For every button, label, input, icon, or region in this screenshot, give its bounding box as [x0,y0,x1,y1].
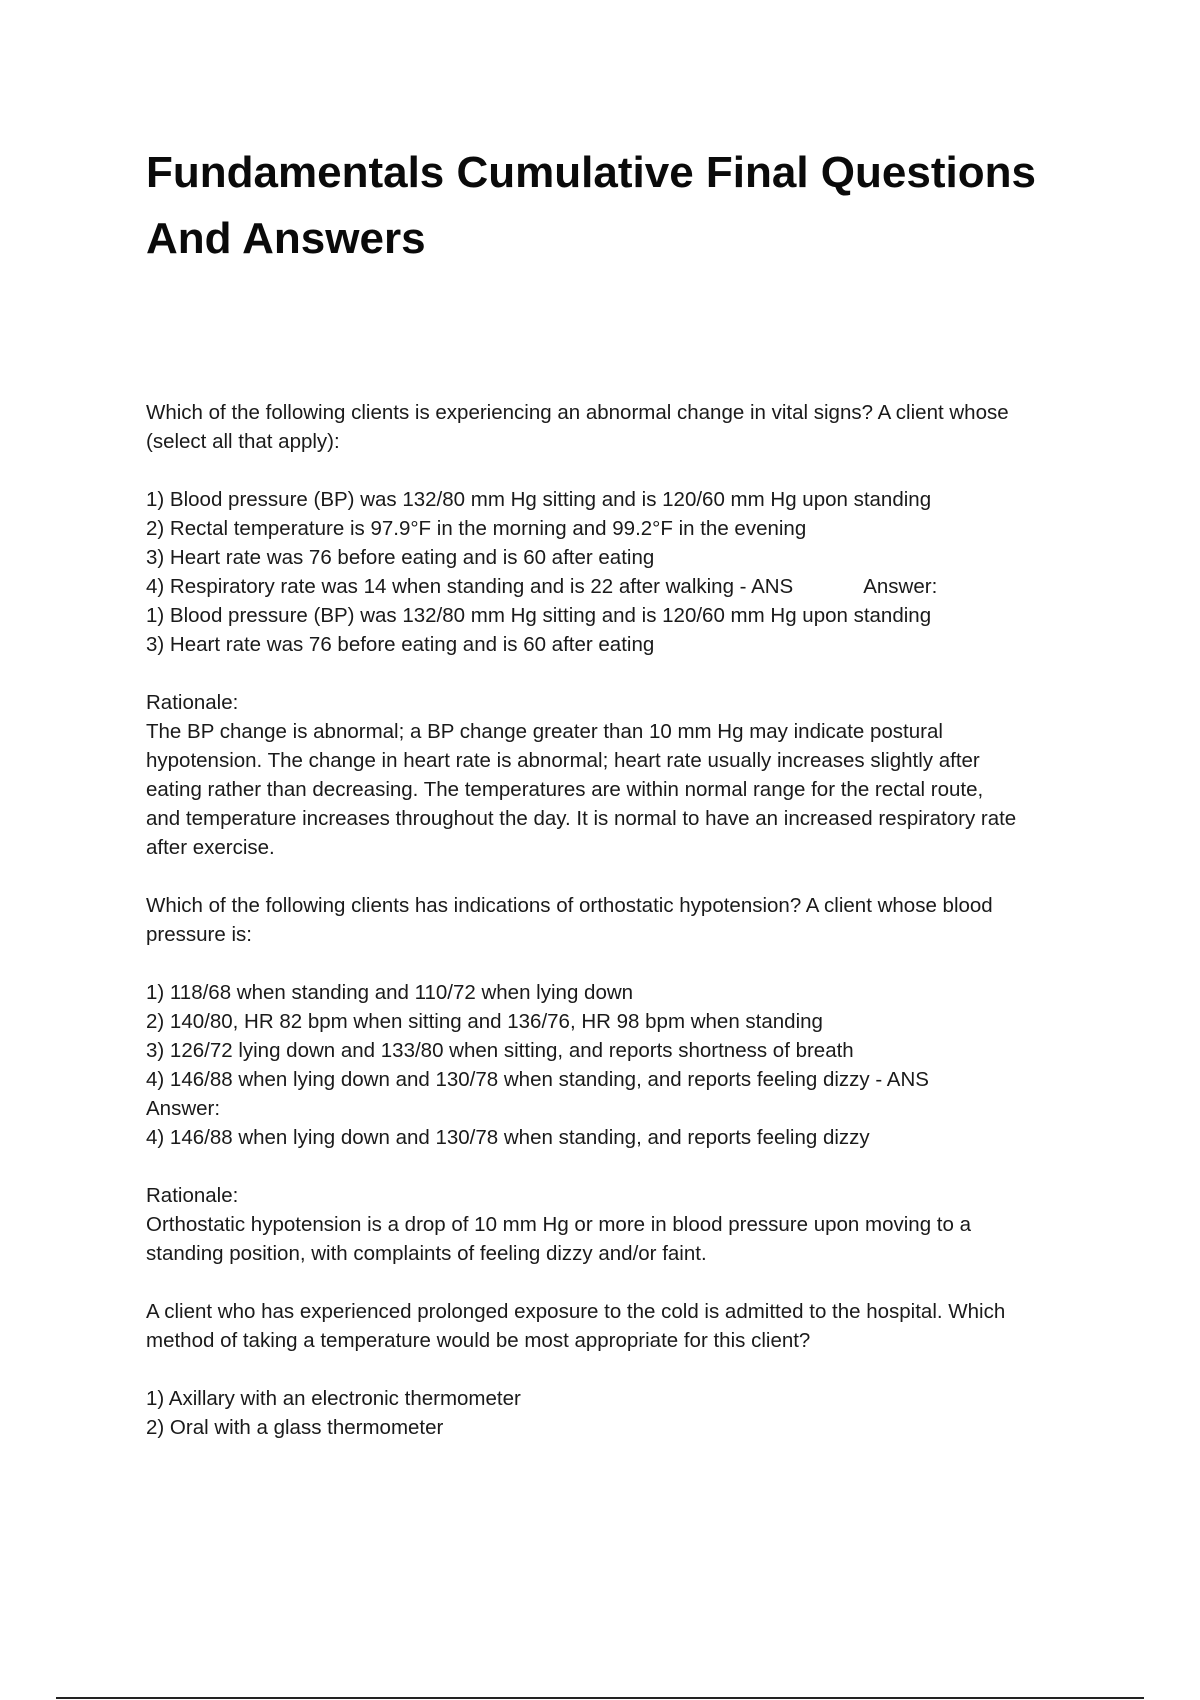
rationale-line: The BP change is abnormal; a BP change greater than 10 mm Hg may indicate postural [146,720,943,743]
rationale-line: Orthostatic hypotension is a drop of 10 mm Hg or more in blood pressure upon moving to a [146,1213,971,1236]
rationale-line: hypotension. The change in heart rate is abnormal; heart rate usually increases slightly after [146,749,980,772]
question-stem-line: Which of the following clients is experiencing an abnormal change in vital signs? A client whose [146,401,1009,424]
answer-option-with-label [146,572,1106,601]
rationale-line: and temperature increases throughout the day. It is normal to have an increased respiratory rate [146,807,1017,830]
answer-option: 3) 126/72 lying down and 133/80 when sitting, and reports shortness of breath [146,1039,854,1062]
answer-option: 3) Heart rate was 76 before eating and is 60 after eating [146,546,655,569]
answer-option: 1) Axillary with an electronic thermometer [146,1387,521,1410]
page-title [146,140,1106,272]
answer-option: 1) 118/68 when standing and 110/72 when lying down [146,981,634,1004]
rationale-line: after exercise. [146,836,275,859]
answer-option: 2) Oral with a glass thermometer [146,1416,444,1439]
question-2 [146,891,1106,1268]
rationale-label: Rationale: [146,1184,239,1207]
rationale-line: eating rather than decreasing. The temperatures are within normal range for the rectal route, [146,778,984,801]
question-3-stem [146,1297,1106,1355]
title-line-1: Fundamentals Cumulative Final Questions [146,148,1036,197]
question-stem-line: pressure is: [146,923,252,946]
answer-label: Answer: [146,1097,221,1120]
answer-option: 1) Blood pressure (BP) was 132/80 mm Hg sitting and is 120/60 mm Hg upon standing [146,488,932,511]
rationale-label: Rationale: [146,691,239,714]
question-1-stem [146,398,1106,456]
question-stem-line: Which of the following clients has indications of orthostatic hypotension? A client whose blood [146,894,993,917]
question-2-stem [146,891,1106,949]
answer-option: 2) Rectal temperature is 97.9°F in the morning and 99.2°F in the evening [146,517,807,540]
question-1 [146,398,1106,862]
title-line-2: And Answers [146,214,426,263]
rationale-line: standing position, with complaints of feeling dizzy and/or faint. [146,1242,707,1265]
answer-option: 4) 146/88 when lying down and 130/78 when standing, and reports feeling dizzy - ANS [146,1068,929,1091]
answer-label: Answer: [863,575,938,598]
question-stem-line: method of taking a temperature would be most appropriate for this client? [146,1329,811,1352]
document-body [146,398,1106,1442]
correct-answer: 4) 146/88 when lying down and 130/78 when standing, and reports feeling dizzy [146,1126,870,1149]
answer-option: 2) 140/80, HR 82 bpm when sitting and 136/76, HR 98 bpm when standing [146,1010,823,1033]
correct-answer: 1) Blood pressure (BP) was 132/80 mm Hg sitting and is 120/60 mm Hg upon standing [146,604,932,627]
page-bottom-rule [56,1697,1144,1699]
question-stem-line: (select all that apply): [146,430,340,453]
correct-answer: 3) Heart rate was 76 before eating and is 60 after eating [146,633,655,656]
question-stem-line: A client who has experienced prolonged exposure to the cold is admitted to the hospital. Which [146,1300,1006,1323]
answer-option: 4) Respiratory rate was 14 when standing and is 22 after walking - ANS [146,575,794,598]
question-3 [146,1297,1106,1442]
